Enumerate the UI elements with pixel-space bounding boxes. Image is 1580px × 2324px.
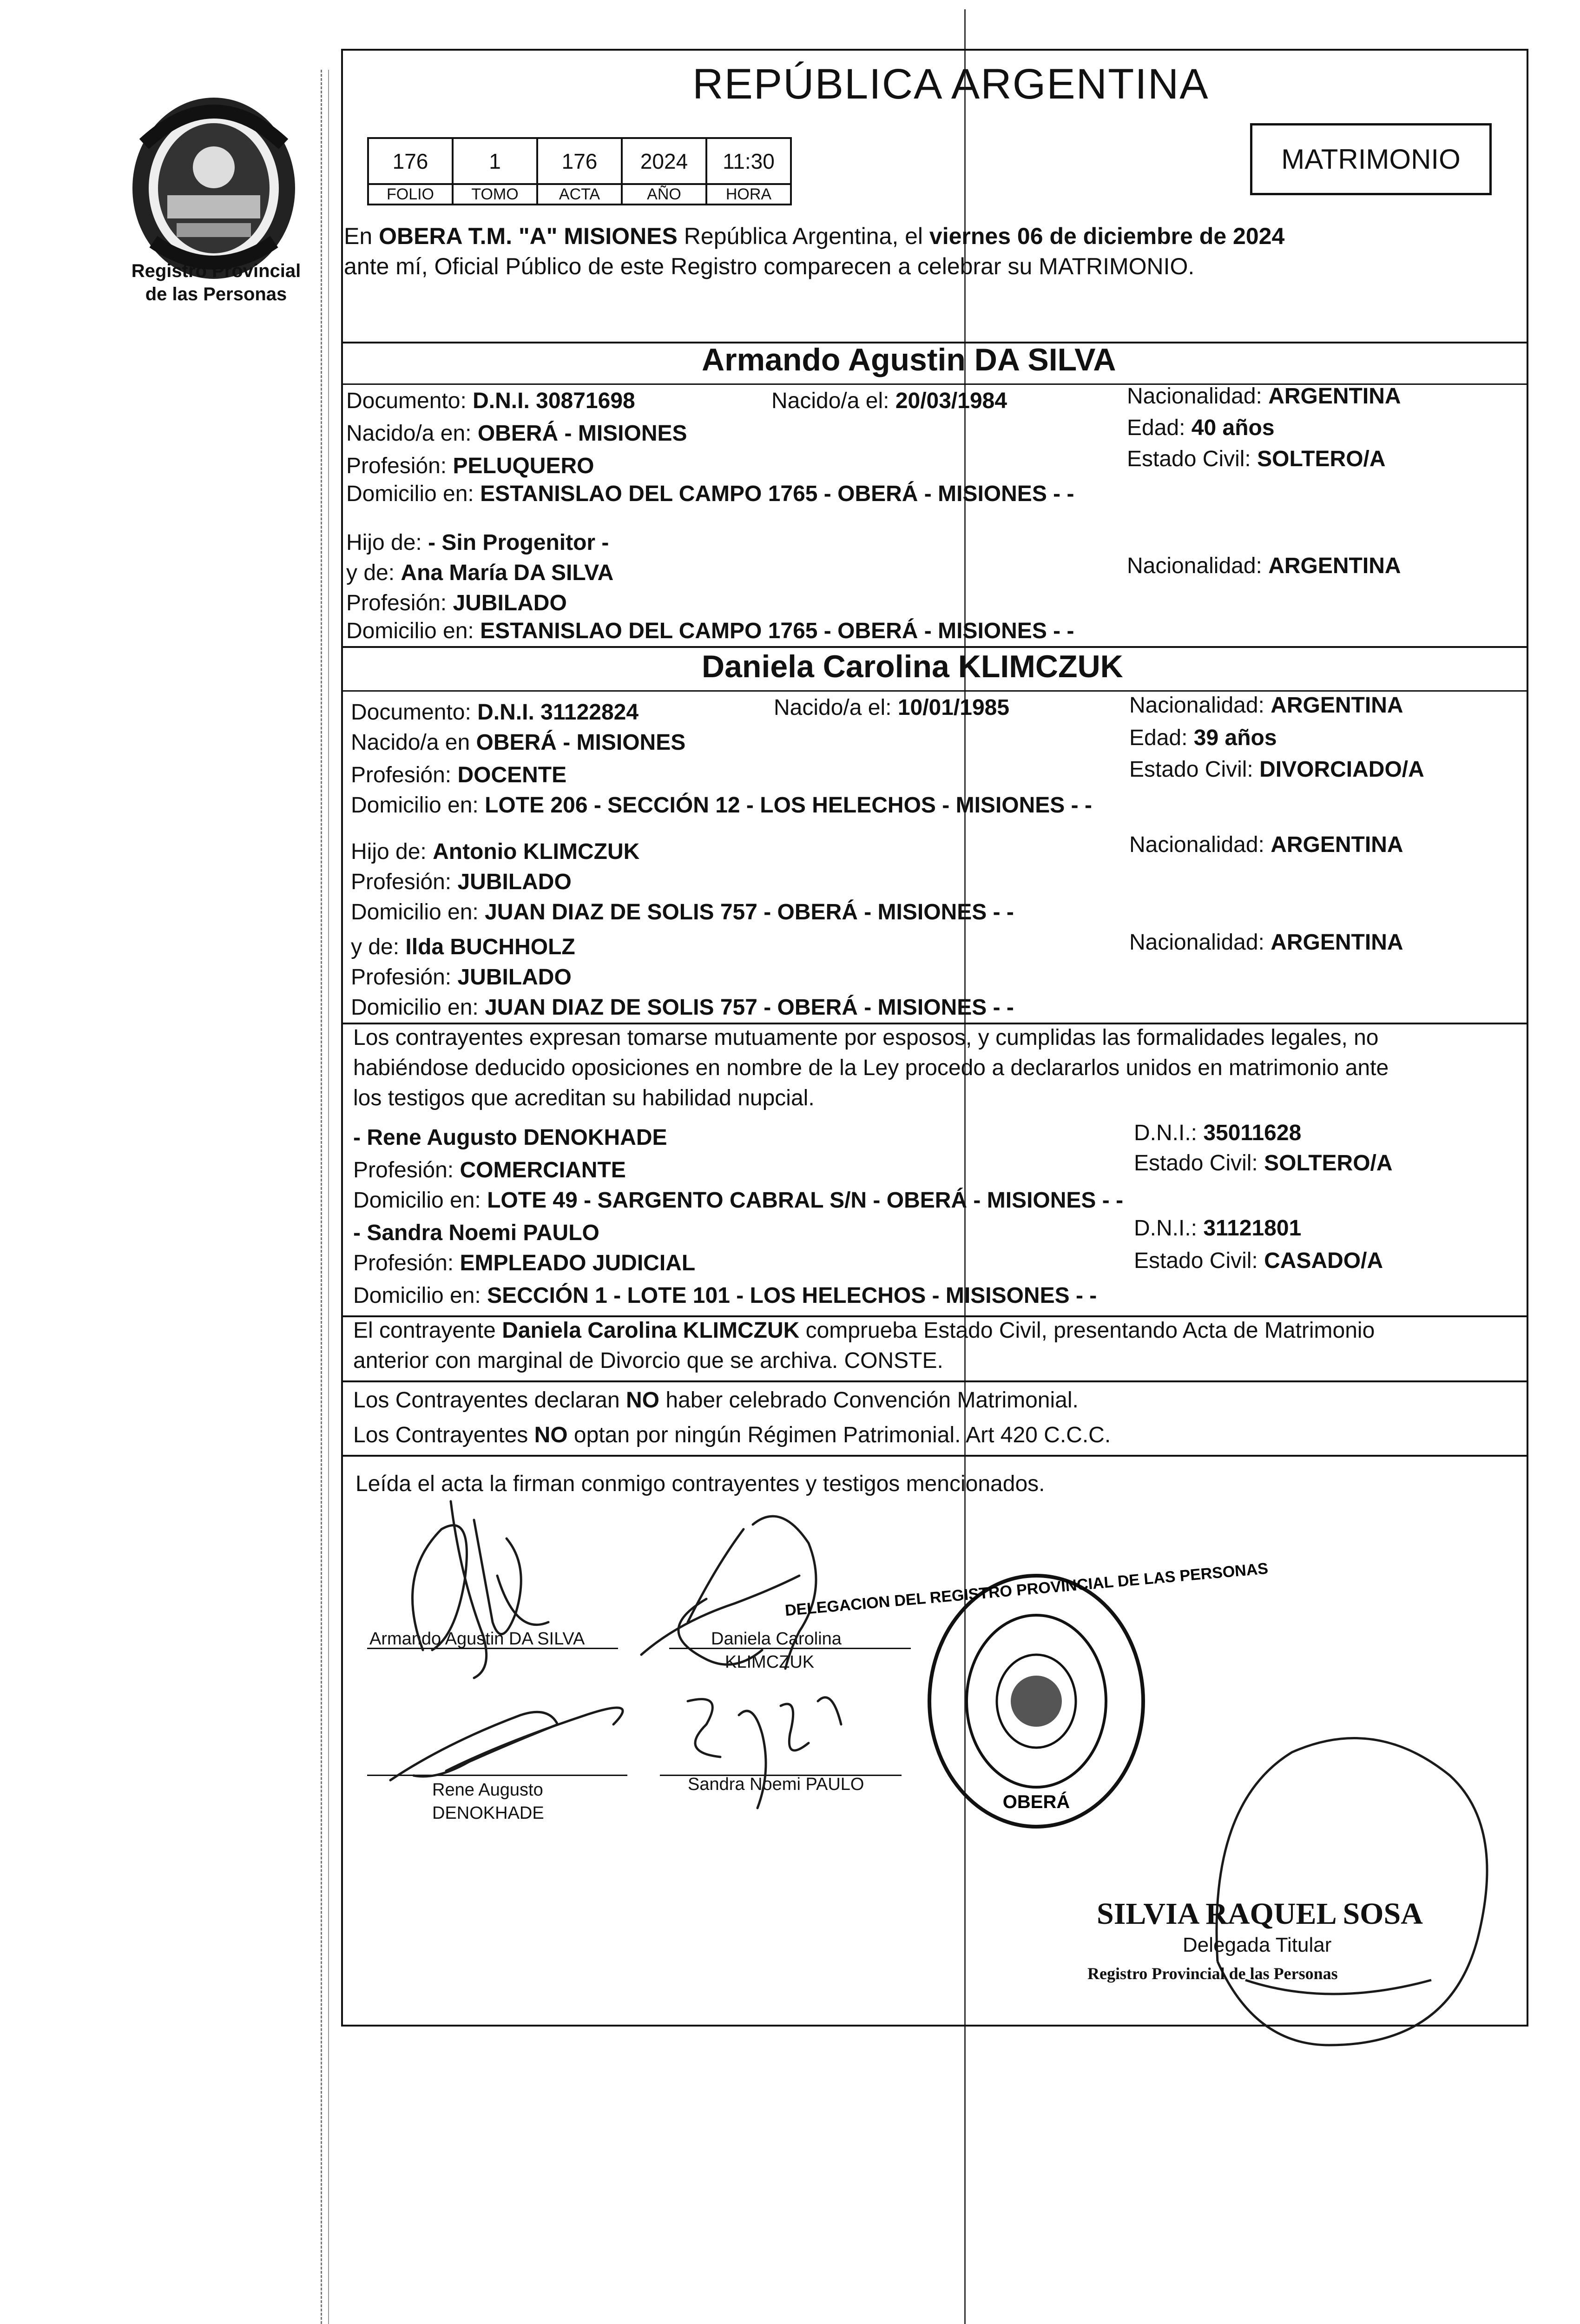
section-divider: [341, 690, 1528, 692]
section-divider: [341, 646, 1528, 648]
signature-name-witness2: Sandra Noemi PAULO: [688, 1775, 864, 1794]
witness2-civil-status: Estado Civil: CASADO/A: [1134, 1248, 1383, 1273]
spouse1-parent2-profession: Profesión: JUBILADO: [346, 591, 567, 615]
section-divider: [341, 1455, 1528, 1457]
spouse1-birthdate: Nacido/a el: 20/03/1984: [771, 389, 1007, 413]
seal-text: DELEGACION DEL REGISTRO PROVINCIAL DE LAS PERSONAS: [784, 1559, 1269, 1620]
witness1-address: Domicilio en: LOTE 49 - SARGENTO CABRAL S/N - OBERÁ - MISIONES - -: [353, 1188, 1124, 1213]
spouse1-parent2-address: Domicilio en: ESTANISLAO DEL CAMPO 1765 - OBERÁ - MISIONES - -: [346, 619, 1074, 643]
tomo-label: TOMO: [453, 184, 537, 205]
regime-statement: Los Contrayentes NO optan por ningún Régimen Patrimonial. Art 420 C.C.C.: [353, 1423, 1111, 1447]
civil-status-note-line2: anterior con marginal de Divorcio que se archiva. CONSTE.: [353, 1348, 943, 1373]
registry-name-line1: Registro Provincial: [131, 261, 301, 281]
witness2-address: Domicilio en: SECCIÓN 1 - LOTE 101 - LOS HELECHOS - MISISONES - -: [353, 1283, 1097, 1308]
section-divider: [341, 1380, 1528, 1382]
spouse2-document: Documento: D.N.I. 31122824: [351, 700, 639, 725]
spouse2-mother-profession: Profesión: JUBILADO: [351, 965, 572, 990]
section-divider: [341, 1315, 1528, 1317]
registry-office: OBERA T.M. "A" MISIONES: [379, 223, 678, 249]
official-office: Registro Provincial de las Personas: [1087, 1964, 1338, 1983]
folio-value: 176: [368, 138, 453, 184]
spouse2-age: Edad: 39 años: [1129, 726, 1277, 750]
spouse2-mother-nationality: Nacionalidad: ARGENTINA: [1129, 930, 1403, 955]
spouse1-name: Armando Agustin DA SILVA: [702, 342, 1116, 377]
declaration-line3: los testigos que acreditan su habilidad nupcial.: [353, 1086, 815, 1110]
spouse2-father-profession: Profesión: JUBILADO: [351, 870, 572, 894]
registry-logo: [125, 88, 302, 284]
witness2-profession: Profesión: EMPLEADO JUDICIAL: [353, 1251, 696, 1275]
spouse2-profession: Profesión: DOCENTE: [351, 763, 567, 787]
act-type-box: MATRIMONIO: [1250, 123, 1492, 195]
anio-label: AÑO: [622, 184, 706, 205]
registry-emblem-icon: [125, 88, 302, 284]
signature-name-spouse2-line1: Daniela Carolina: [711, 1629, 842, 1649]
witness1-dni: D.N.I.: 35011628: [1134, 1121, 1302, 1145]
declaration-line1: Los contrayentes expresan tomarse mutuamente por esposos, y cumplidas las formalidades legales, no: [353, 1025, 1379, 1050]
declaration-line2: habiéndose deducido oposiciones en nombre de la Ley procedo a declararlos unidos en matrimonio ante: [353, 1056, 1389, 1080]
official-signature-scribble: [1190, 1720, 1515, 2054]
margin-guide-line: [321, 70, 322, 2324]
witness1-profession: Profesión: COMERCIANTE: [353, 1158, 626, 1182]
registry-name-line2: de las Personas: [145, 284, 287, 304]
signature-name-witness1-line1: Rene Augusto: [432, 1780, 543, 1800]
acta-value: 176: [537, 138, 622, 184]
spouse1-nationality: Nacionalidad: ARGENTINA: [1127, 384, 1401, 409]
acta-label: ACTA: [537, 184, 622, 205]
section-divider: [341, 1023, 1528, 1024]
intro-line1: En OBERA T.M. "A" MISIONES República Argentina, el viernes 06 de diciembre de 2024: [344, 223, 1285, 249]
spouse2-birthdate: Nacido/a el: 10/01/1985: [774, 695, 1010, 720]
witness2-name: - Sandra Noemi PAULO: [353, 1221, 599, 1245]
convention-statement: Los Contrayentes declaran NO haber celebrado Convención Matrimonial.: [353, 1388, 1079, 1413]
spouse2-address: Domicilio en: LOTE 206 - SECCIÓN 12 - LOS HELECHOS - MISIONES - -: [351, 793, 1092, 818]
signature-name-spouse1: Armando Agustin DA SILVA: [369, 1629, 585, 1649]
hora-label: HORA: [706, 184, 791, 205]
spouse1-civil-status: Estado Civil: SOLTERO/A: [1127, 447, 1386, 471]
spouse1-address: Domicilio en: ESTANISLAO DEL CAMPO 1765 - OBERÁ - MISIONES - -: [346, 482, 1074, 506]
record-fields-table: [367, 137, 792, 205]
official-name: SILVIA RAQUEL SOSA: [1097, 1897, 1423, 1931]
spouse2-mother: y de: Ilda BUCHHOLZ: [351, 935, 575, 959]
intro-line2: ante mí, Oficial Público de este Registro comparecen a celebrar su MATRIMONIO.: [344, 253, 1195, 279]
anio-value: 2024: [622, 138, 706, 184]
signature-name-witness1-line2: DENOKHADE: [432, 1803, 544, 1823]
spouse2-father-nationality: Nacionalidad: ARGENTINA: [1129, 832, 1403, 857]
spouse2-mother-address: Domicilio en: JUAN DIAZ DE SOLIS 757 - OBERÁ - MISIONES - -: [351, 995, 1014, 1020]
signature-name-spouse2-line2: KLIMCZUK: [725, 1652, 815, 1672]
folio-label: FOLIO: [368, 184, 453, 205]
hora-value: 11:30: [706, 138, 791, 184]
tomo-value: 1: [453, 138, 537, 184]
spouse1-parent2-nationality: Nacionalidad: ARGENTINA: [1127, 554, 1401, 578]
closing-statement: Leída el acta la firman conmigo contrayentes y testigos mencionados.: [356, 1472, 1045, 1496]
ceremony-date: viernes 06 de diciembre de 2024: [929, 223, 1285, 249]
spouse1-profession: Profesión: PELUQUERO: [346, 454, 594, 478]
spouse2-name: Daniela Carolina KLIMCZUK: [702, 649, 1123, 684]
spouse2-birthplace: Nacido/a en OBERÁ - MISIONES: [351, 730, 686, 755]
spouse2-nationality: Nacionalidad: ARGENTINA: [1129, 693, 1403, 718]
witness2-dni: D.N.I.: 31121801: [1134, 1216, 1302, 1241]
spouse1-document: Documento: D.N.I. 30871698: [346, 389, 635, 413]
spouse2-father-address: Domicilio en: JUAN DIAZ DE SOLIS 757 - OBERÁ - MISIONES - -: [351, 900, 1014, 924]
civil-status-note-line1: El contrayente Daniela Carolina KLIMCZUK comprueba Estado Civil, presentando Acta de Matrimonio: [353, 1318, 1375, 1343]
document-title: REPÚBLICA ARGENTINA: [692, 60, 1209, 108]
official-role: Delegada Titular: [1183, 1934, 1332, 1956]
official-seal: [784, 1559, 1269, 1845]
spouse1-age: Edad: 40 años: [1127, 416, 1275, 440]
witness1-name: - Rene Augusto DENOKHADE: [353, 1125, 667, 1150]
handwritten-signatures: [353, 1483, 1004, 1836]
margin-guide-line: [328, 70, 329, 2324]
witness1-civil-status: Estado Civil: SOLTERO/A: [1134, 1151, 1393, 1175]
spouse2-father: Hijo de: Antonio KLIMCZUK: [351, 839, 640, 864]
spouse2-civil-status: Estado Civil: DIVORCIADO/A: [1129, 757, 1424, 782]
seal-city: OBERÁ: [1002, 1792, 1070, 1812]
spouse1-parent2: y de: Ana María DA SILVA: [346, 561, 614, 585]
spouse1-birthplace: Nacido/a en: OBERÁ - MISIONES: [346, 421, 687, 446]
spouse1-parent1: Hijo de: - Sin Progenitor -: [346, 530, 609, 555]
